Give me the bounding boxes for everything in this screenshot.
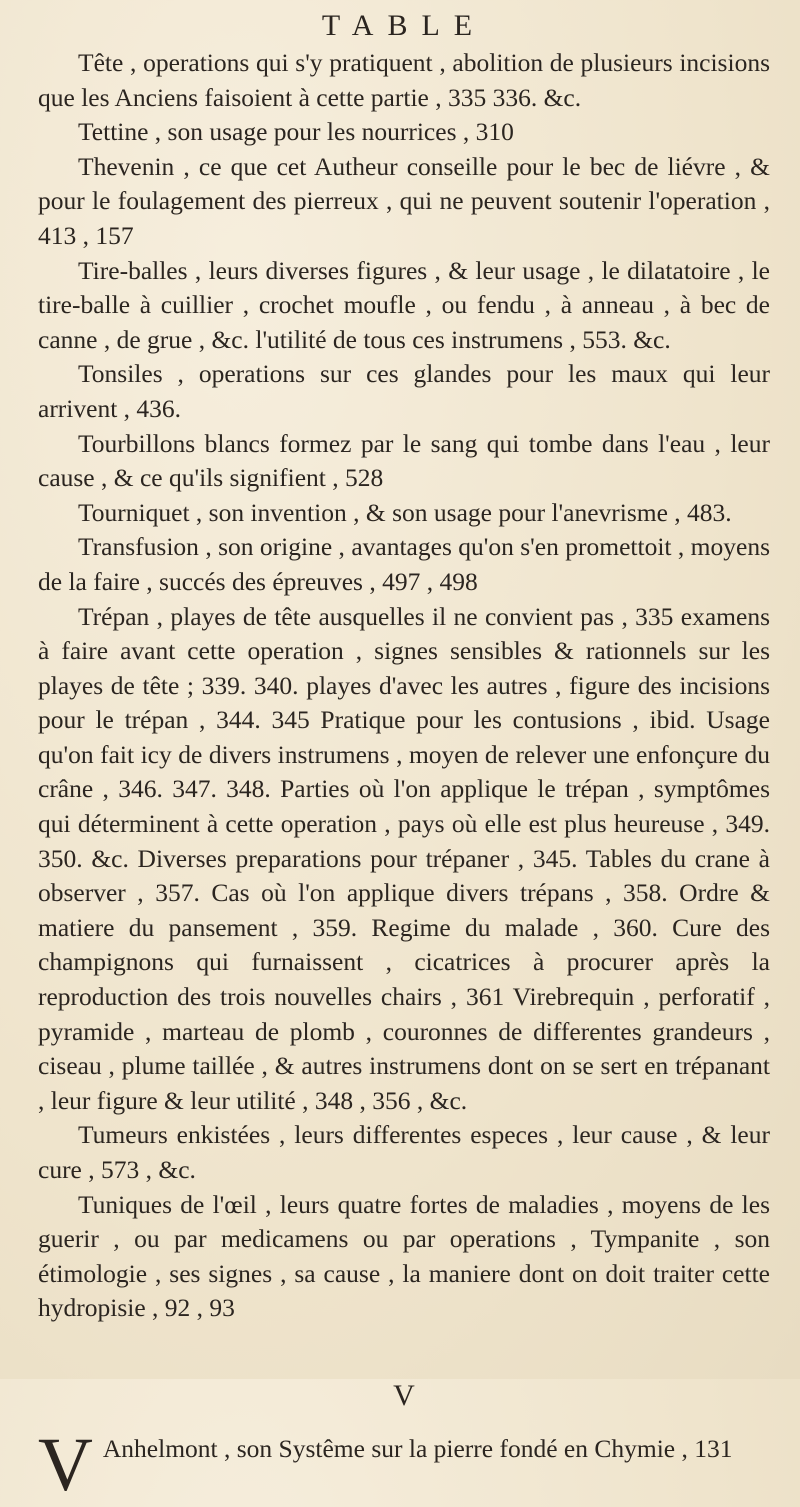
index-entry-thevenin: Thevenin , ce que cet Autheur conseille pour le bec de liévre , & pour le foulagement des pierreux , qui ne peuvent soutenir l'operation , 413 , 157 — [38, 151, 770, 250]
index-entry-tire-balles: Tire-balles , leurs diverses figures , & leur usage , le dilatatoire , le tire-balle à cuillier , crochet moufle , ou fendu , à anneau , à bec de canne , de grue , &c. l'utilité de tous ces instrumens , 553. &c. — [38, 255, 770, 354]
index-entry-tuniques: Tuniques de l'œil , leurs quatre fortes de maladies , moyens de les guerir , ou par medicamens ou par operations , Tympanite , son étimologie , ses signes , sa cause , la maniere dont on doit traiter cette hydropisie , 92 , 93 — [38, 1189, 770, 1323]
index-entry-tourbillons: Tourbillons blancs formez par le sang qui tombe dans l'eau , leur cause , & ce qu'ils signifient , 528 — [38, 428, 770, 493]
running-head: TABLE — [321, 9, 487, 42]
index-entry-transfusion: Transfusion , son origine , avantages qu'on s'en promettoit , moyens de la faire , succés des épreuves , 497 , 498 — [38, 532, 770, 596]
section-letter: V — [393, 1378, 415, 1412]
drop-cap: V — [38, 1422, 93, 1507]
index-entry-tourniquet: Tourniquet , son invention , & son usage pour l'anevrisme , 483. — [78, 497, 732, 527]
index-entry-trepan: Trépan , playes de tête ausquelles il ne convient pas , 335 examens à faire avant cette operation , signes sensibles & rationnels sur les playes de tête ; 339. 340. playes d'avec les autres , figure des incisions pour le trépan , 344. 345 Pratique pour les contusions , ibid. Usage qu'on fait icy de divers instrumens , moyen de relever une enfonçure du crâne , 346. 347. 348. Parties où l'on applique le trépan , symptômes qui déterminent à cette operation , pays où elle est plus heureuse , 349. 350. &c. Diverses preparations pour trépaner , 345. Tables du crane à observer , 357. Cas où l'on applique divers trépans , 358. Ordre & matiere du pansement , 359. Regime du malade , 360. Cure des champignons qui furnaissent , cicatrices à procurer après la reproduction des trois nouvelles chairs , 361 Virebrequin , perforatif , pyramide , marteau de plomb , couronnes de differentes grandeurs , ciseau , plume taillée , & autres instrumens dont on se sert en trépanant , leur figure & leur utilité , 348 , 356 , &c. — [38, 601, 770, 1115]
index-entry-tete: Tête , operations qui s'y pratiquent , abolition de plusieurs incisions que les Anciens faisoient à cette partie , 335 336. &c. — [38, 48, 770, 112]
index-entry-text: Anhelmont , son Systême sur la pierre fondé en Chymie , 131 — [102, 1433, 733, 1463]
index-entry-tonsiles: Tonsiles , operations sur ces glandes pour les maux qui leur arrivent , 436. — [38, 359, 770, 423]
index-entry-vanhelmont — [38, 1422, 770, 1507]
index-entry-tumeurs: Tumeurs enkistées , leurs differentes especes , leur cause , & leur cure , 573 , &c. — [38, 1120, 770, 1184]
index-entry-tettine: Tettine , son usage pour les nourrices , 310 — [78, 117, 514, 147]
index-entries — [38, 46, 770, 1326]
